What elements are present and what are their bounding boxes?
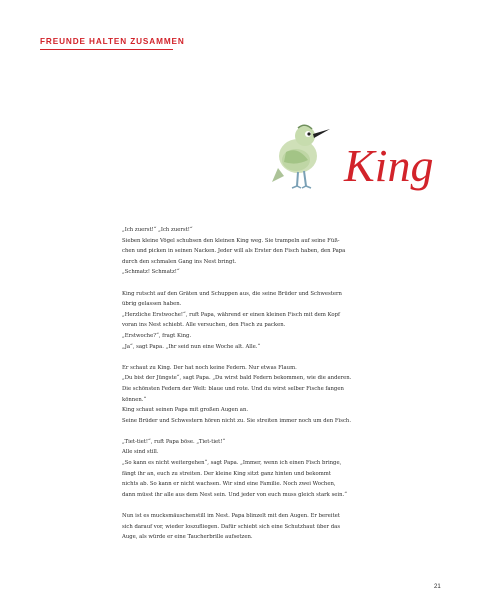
text-line: Nun ist es mucksmäuschenstill im Nest. Papa blinzelt mit den Augen. Er bereitet [122, 513, 340, 520]
text-line: Er schaut zu King. Der hat noch keine Federn. Nur etwas Flaum. [122, 364, 297, 371]
paragraph [122, 289, 452, 353]
text-line: sich darauf vor, wieder loszufliegen. Dafür schiebt sich eine Schutzhaut über das [122, 523, 341, 530]
header-rule [40, 49, 173, 50]
text-line: übrig gelassen haben. [122, 301, 182, 308]
bird-illustration [272, 116, 340, 196]
text-line: „So kann es nicht weitergehen“, sagt Papa. „Immer, wenn ich einen Fisch bringe, [122, 460, 342, 467]
text-line: King rutscht auf den Gräten und Schuppen aus, die seine Brüder und Schwestern [122, 290, 342, 297]
text-line: „Erstwoche?“, fragt King. [122, 332, 192, 339]
text-line: „Schmatz! Schmatz!“ [122, 269, 180, 276]
text-line: chen und picken in seinen Nacken. Jeder will als Erster den Fisch haben, den Papa [122, 248, 346, 255]
paragraph [122, 225, 452, 278]
paragraph [122, 437, 452, 501]
page-number: 21 [434, 584, 441, 590]
text-line: „Ja“, sagt Papa. „Ihr seid nun eine Woche alt. Alle.“ [122, 343, 261, 350]
text-line: „Herzliche Erstwoche!“, ruft Papa, während er einen kleinen Fisch mit dem Kopf [122, 311, 340, 318]
text-line: fängt ihr an, euch zu streiten. Der kleine King sitzt ganz hinten und bekommt [122, 470, 331, 477]
text-line: „Ich zuerst!“ „Ich zuerst!“ [122, 227, 193, 233]
text-line: Auge, als würde er eine Taucherbrille aufsetzen. [122, 534, 253, 541]
text-line: „Tiet-tiet!“, ruft Papa böse. „Tiet-tiet!“ [122, 438, 226, 445]
paragraph [122, 511, 452, 543]
text-line: „Du bist der Jüngste“, sagt Papa. „Du wirst bald Federn bekommen, wie die anderen. [122, 375, 352, 382]
story-title: King [344, 140, 434, 191]
story-text [122, 225, 452, 543]
text-line: Die schönsten Federn der Welt: blaue und rote. Und du wirst selber Fische fangen [122, 385, 344, 392]
text-line: Alle sind still. [122, 449, 159, 456]
text-line: Seine Brüder und Schwestern hören nicht zu. Sie streiten immer noch um den Fisch. [122, 417, 352, 424]
text-line: nichts ab. So kann er nicht wachsen. Wir sind eine Familie. Noch zwei Wochen, [122, 481, 336, 488]
text-line: können.“ [122, 396, 147, 403]
text-line: durch den schmalen Gang ins Nest bringt. [122, 258, 237, 265]
text-line: Sieben kleine Vögel schubsen den kleinen King weg. Sie trampeln auf seine Füß- [122, 237, 340, 244]
paragraph [122, 363, 452, 427]
section-header: FREUNDE HALTEN ZUSAMMEN [40, 37, 185, 46]
text-line: voran ins Nest schiebt. Alle versuchen, den Fisch zu packen. [122, 322, 286, 329]
text-line: King schaut seinen Papa mit großen Augen an. [122, 407, 249, 414]
text-line: dann müsst ihr alle aus dem Nest sein. Und jeder von euch muss gleich stark sein.“ [122, 491, 347, 498]
